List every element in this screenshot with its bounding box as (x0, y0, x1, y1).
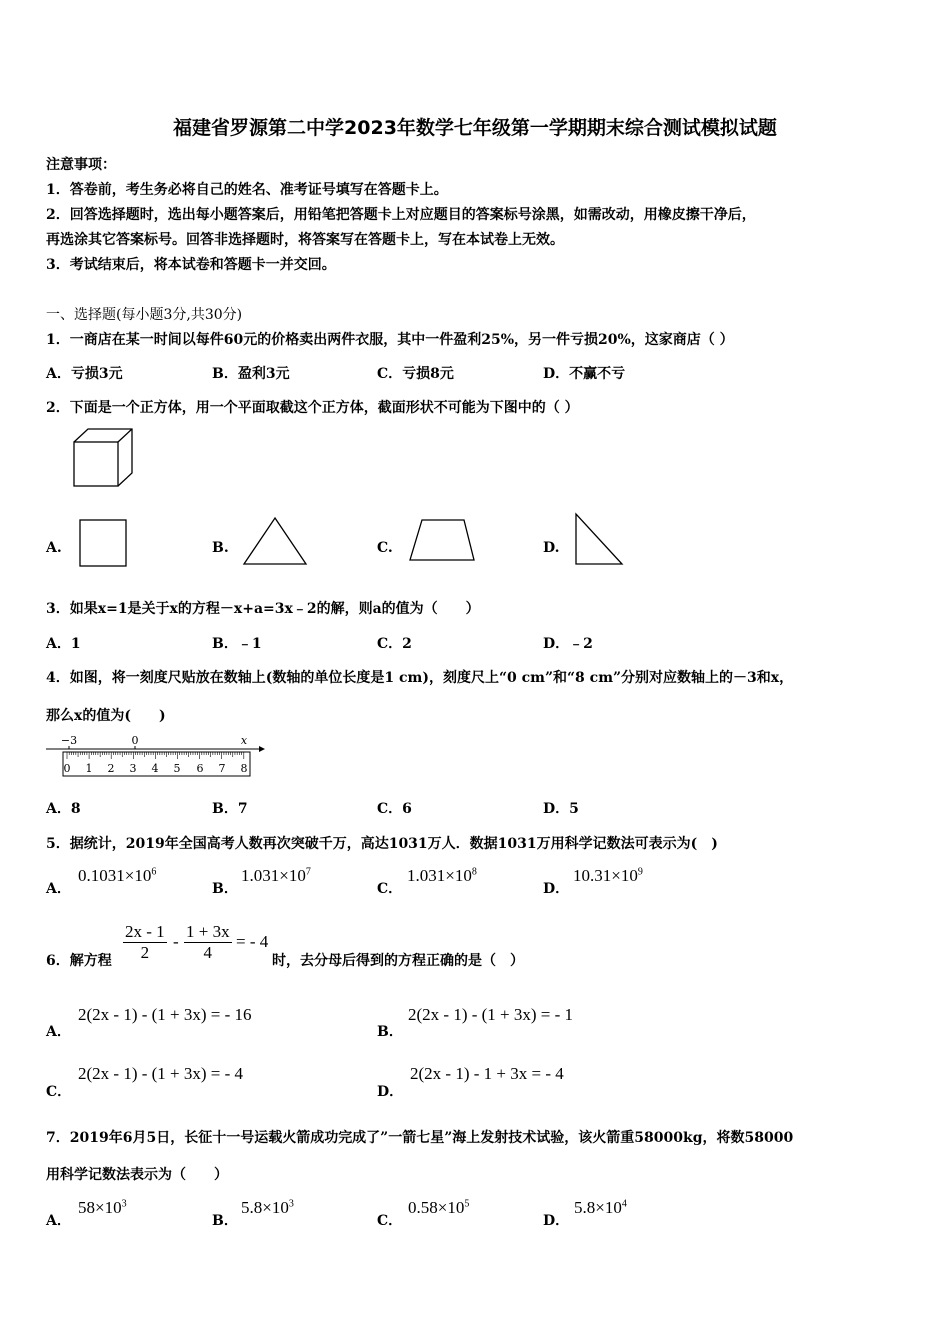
q3-option-d: D．﹣2 (543, 636, 593, 652)
q3-option-c: C．2 (377, 636, 412, 652)
q6-option-c-value: 2(2x - 1) - (1 + 3x) = - 4 (78, 1064, 244, 1083)
q7-option-d-label: D． (543, 1213, 570, 1229)
q7-option-d-value: $5.8\times 10^4$ (574, 1198, 627, 1217)
axis-label-0: 0 (131, 734, 139, 747)
ruler-tick-label: 4 (151, 762, 159, 775)
q6-option-a-value: 2(2x - 1) - (1 + 3x) = - 16 (78, 1005, 252, 1024)
q5-option-b-label: B． (212, 881, 238, 897)
q3-stem: 3．如果x=1是关于x的方程－x+a=3x﹣2的解，则a的值为（ ） (46, 601, 480, 617)
page-title: 福建省罗源第二中学2023年数学七年级第一学期期末综合测试模拟试题 (173, 117, 777, 139)
ruler-tick-label: 3 (129, 762, 137, 775)
ruler-tick-label: 2 (107, 762, 115, 775)
q7-stem-line1: 7．2019年6月5日，长征十一号运载火箭成功完成了”一箭七星”海上发射技术试验，该火箭重58000kg，将数58000 (46, 1130, 794, 1146)
q6-fraction-1: $\frac{2x - 1}{2}$ (125, 922, 165, 962)
q7-stem-line2: 用科学记数法表示为（ ） (46, 1167, 228, 1183)
q2-stem: 2．下面是一个正方体，用一个平面取截这个正方体，截面形状不可能为下图中的（ ） (46, 400, 579, 416)
q5-option-d-value: $10.31\times 10^9$ (573, 866, 643, 885)
q1-stem: 1．一商店在某一时间以每件60元的价格卖出两件衣服，其中一件盈利25%，另一件亏损20%，这家商店（ ） (46, 332, 734, 348)
section-heading: 一、选择题(每小题3分,共30分) (46, 307, 243, 323)
ruler-tick-label: 5 (173, 762, 181, 775)
q4-stem-line1: 4．如图，将一刻度尺贴放在数轴上(数轴的单位长度是1 cm)，刻度尺上“0 cm”和“8 cm”分别对应数轴上的－3和x， (46, 670, 794, 686)
q1-option-d: D．不赢不亏 (543, 366, 626, 382)
q6-stem-prefix: 6．解方程 (46, 953, 112, 969)
q6-option-d-label: D． (377, 1084, 404, 1100)
q6-option-c-label: C． (46, 1084, 72, 1100)
q5-option-c-label: C． (377, 881, 403, 897)
note-item-2-cont: 再选涂其它答案标号。回答非选择题时，将答案写在答题卡上，写在本试卷上无效。 (46, 232, 564, 248)
square-shape (74, 516, 132, 570)
q5-option-d-label: D． (543, 881, 570, 897)
q2-option-c: C. (377, 540, 393, 556)
q6-stem-suffix: 时，去分母后得到的方程正确的是（ ） (272, 953, 524, 969)
q7-option-a-label: A． (46, 1213, 71, 1229)
q4-option-a: A．8 (46, 801, 81, 817)
q7-option-b-label: B． (212, 1213, 238, 1229)
q1-option-c: C．亏损8元 (377, 366, 454, 382)
axis-label-x: x (240, 734, 248, 747)
axis-label-neg3: −3 (60, 734, 78, 747)
q7-option-c-value: $0.58\times 10^5$ (408, 1198, 470, 1217)
triangle-shape (240, 514, 310, 570)
right-triangle-shape (570, 510, 630, 570)
q5-option-c-value: $1.031\times 10^8$ (407, 866, 477, 885)
q2-option-a: A. (46, 540, 62, 556)
q6-rhs: = - 4 (236, 932, 269, 951)
q7-option-b-value: $5.8\times 10^3$ (241, 1198, 294, 1217)
q2-option-d: D. (543, 540, 560, 556)
q6-option-d-value: 2(2x - 1) - 1 + 3x = - 4 (410, 1064, 564, 1083)
q7-option-c-label: C． (377, 1213, 403, 1229)
q6-option-b-value: 2(2x - 1) - (1 + 3x) = - 1 (408, 1005, 574, 1024)
q4-stem-line2: 那么x的值为( ) (46, 708, 166, 724)
ruler-tick-label: 7 (218, 762, 226, 775)
note-item-3: 3．考试结束后，将本试卷和答题卡一并交回。 (46, 257, 336, 273)
q3-option-a: A．1 (46, 636, 81, 652)
q4-option-b: B．7 (212, 801, 248, 817)
q5-option-b-value: $1.031\times 10^7$ (241, 866, 311, 885)
ruler-tick-label: 6 (196, 762, 204, 775)
q7-option-a-value: $58\times 10^3$ (78, 1198, 127, 1217)
notes-heading: 注意事项： (46, 157, 116, 173)
number-line-ruler-figure (44, 732, 270, 780)
ruler-tick-label: 0 (63, 762, 71, 775)
q6-fraction-2: $\frac{1 + 3x}{4}$ (186, 922, 230, 962)
q1-option-b: B．盈利3元 (212, 366, 290, 382)
q5-stem: 5．据统计，2019年全国高考人数再次突破千万，高达1031万人．数据1031万用科学记数法可表示为( ) (46, 836, 718, 852)
q6-minus: - (173, 932, 179, 951)
q2-option-b: B. (212, 540, 229, 556)
cube-figure (70, 426, 140, 490)
q5-option-a-label: A． (46, 881, 71, 897)
note-item-1: 1．答卷前，考生务必将自己的姓名、准考证号填写在答题卡上。 (46, 182, 448, 198)
note-item-2: 2．回答选择题时，选出每小题答案后，用铅笔把答题卡上对应题目的答案标号涂黑，如需改动，用橡皮擦干净后， (46, 207, 756, 223)
ruler-tick-label: 1 (85, 762, 93, 775)
ruler-tick-label: 8 (240, 762, 248, 775)
q6-option-a-label: A． (46, 1024, 71, 1040)
trapezoid-shape (404, 516, 480, 566)
q4-option-c: C．6 (377, 801, 412, 817)
q4-option-d: D．5 (543, 801, 579, 817)
q6-option-b-label: B． (377, 1024, 403, 1040)
q5-option-a-value: $0.1031\times 10^6$ (78, 866, 157, 885)
q3-option-b: B．﹣1 (212, 636, 262, 652)
q1-option-a: A．亏损3元 (46, 366, 123, 382)
